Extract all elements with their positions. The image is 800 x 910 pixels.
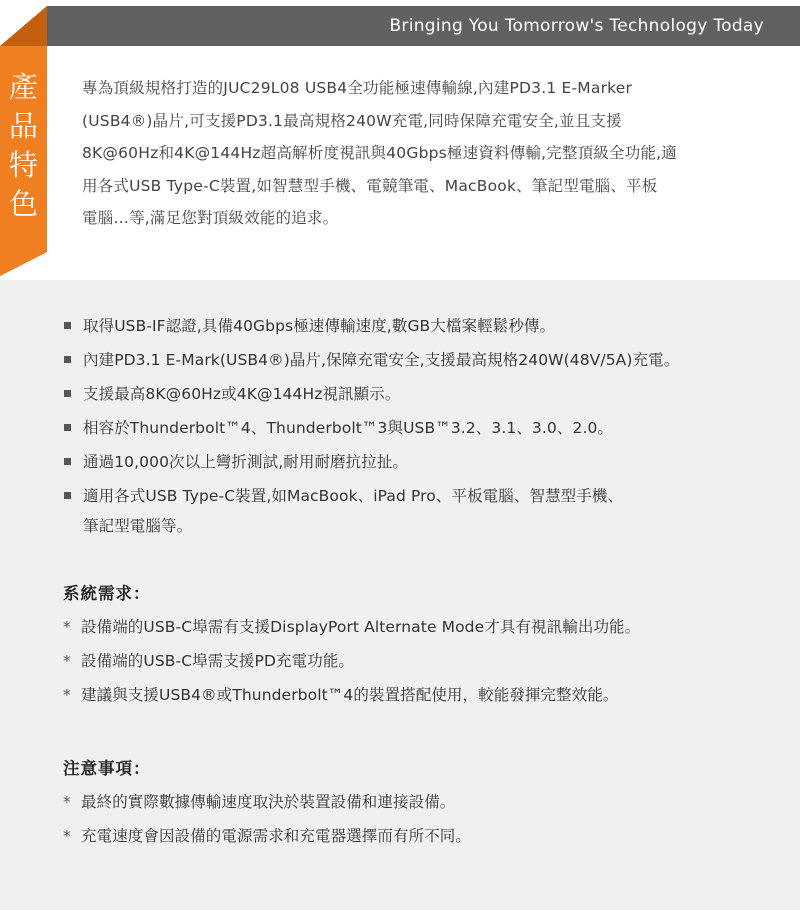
feature-item bbox=[63, 447, 783, 477]
badge-text bbox=[0, 68, 47, 224]
feature-item bbox=[63, 379, 783, 409]
note-item bbox=[63, 787, 783, 817]
asterisk-bullet-icon: * bbox=[63, 652, 71, 670]
square-bullet-icon bbox=[64, 322, 71, 329]
asterisk-bullet-icon: * bbox=[63, 618, 71, 636]
intro-line: 8K@60Hz和4K@144Hz超高解析度視訊與40Gbps極速資料傳輸,完整頂級全功能,適 bbox=[82, 144, 677, 162]
intro-paragraph bbox=[82, 72, 782, 235]
feature-item bbox=[63, 311, 783, 341]
asterisk-bullet-icon: * bbox=[63, 686, 71, 704]
asterisk-bullet-icon: * bbox=[63, 827, 71, 845]
square-bullet-icon bbox=[64, 458, 71, 465]
feature-text: 適用各式USB Type-C裝置,如MacBook、iPad Pro、平板電腦、智慧型手機、 bbox=[83, 487, 624, 505]
header-bar bbox=[47, 6, 800, 46]
feature-text: 內建PD3.1 E-Mark(USB4®)晶片,保障充電安全,支援最高規格240W(48V/5A)充電。 bbox=[83, 351, 680, 369]
badge-char: 特 bbox=[8, 148, 38, 182]
feature-text-continued: 筆記型電腦等。 bbox=[83, 517, 193, 535]
feature-item bbox=[63, 345, 783, 375]
requirement-item bbox=[63, 646, 783, 676]
requirement-text: 設備端的USB-C埠需有支援DisplayPort Alternate Mode才具有視訊輸出功能。 bbox=[81, 618, 641, 636]
feature-text: 相容於Thunderbolt™4、Thunderbolt™3與USB™3.2、3.1、3.0、2.0。 bbox=[83, 419, 614, 437]
requirement-text: 建議與支援USB4®或Thunderbolt™4的裝置搭配使用，較能發揮完整效能。 bbox=[81, 686, 619, 704]
square-bullet-icon bbox=[64, 356, 71, 363]
requirement-item bbox=[63, 612, 783, 642]
feature-list bbox=[63, 311, 783, 545]
intro-line: 用各式USB Type-C裝置,如智慧型手機、電競筆電、MacBook、筆記型電腦、平板 bbox=[82, 176, 658, 195]
square-bullet-icon bbox=[64, 492, 71, 499]
product-features-section bbox=[0, 0, 800, 280]
square-bullet-icon bbox=[64, 390, 71, 397]
feature-item bbox=[63, 413, 783, 443]
requirements-title: 系統需求： bbox=[63, 584, 151, 603]
feature-item bbox=[63, 481, 783, 541]
asterisk-bullet-icon: * bbox=[63, 793, 71, 811]
square-bullet-icon bbox=[64, 424, 71, 431]
intro-line: 專為頂級規格打造的JUC29L08 USB4全功能極速傳輸線,內建PD3.1 E-Marker bbox=[82, 79, 633, 97]
product-features-badge bbox=[0, 0, 47, 280]
note-text: 最終的實際數據傳輸速度取決於裝置設備和連接設備。 bbox=[81, 793, 456, 811]
note-item bbox=[63, 821, 783, 851]
feature-text: 通過10,000次以上彎折測試,耐用耐磨抗拉扯。 bbox=[83, 453, 409, 471]
specs-section bbox=[0, 280, 800, 910]
intro-line: (USB4®)晶片,可支援PD3.1最高規格240W充電,同時保障充電安全,並且支援 bbox=[82, 111, 622, 130]
note-text: 充電速度會因設備的電源需求和充電器選擇而有所不同。 bbox=[81, 827, 472, 845]
notes-list bbox=[63, 787, 783, 855]
feature-text: 取得USB-IF認證,具備40Gbps極速傳輸速度,數GB大檔案輕鬆秒傳。 bbox=[83, 317, 556, 335]
requirement-text: 設備端的USB-C埠需支援PD充電功能。 bbox=[81, 652, 355, 670]
requirements-list bbox=[63, 612, 783, 714]
intro-line: 電腦…等,滿足您對頂級效能的追求。 bbox=[82, 209, 339, 227]
badge-char: 產 bbox=[8, 70, 38, 104]
badge-char: 品 bbox=[8, 109, 38, 143]
badge-char: 色 bbox=[8, 187, 38, 221]
header-tagline: Bringing You Tomorrow's Technology Today bbox=[389, 16, 764, 36]
requirement-item bbox=[63, 680, 783, 710]
notes-title: 注意事項： bbox=[63, 759, 151, 778]
feature-text: 支援最高8K@60Hz或4K@144Hz視訊顯示。 bbox=[83, 385, 401, 403]
